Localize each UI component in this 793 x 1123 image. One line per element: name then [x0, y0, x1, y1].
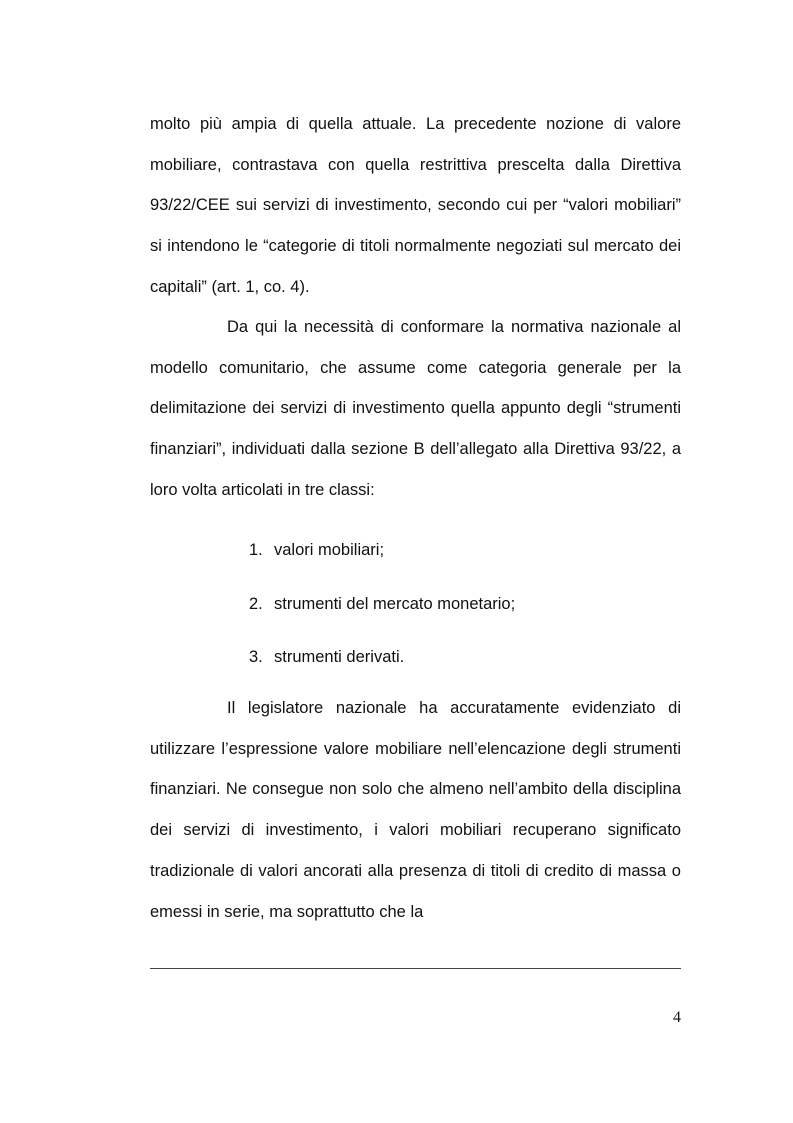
- list-item-text: strumenti derivati.: [274, 648, 405, 666]
- list-item-text: valori mobiliari;: [274, 541, 385, 559]
- list-item-number: 1.: [249, 541, 263, 559]
- paragraph-2: Da qui la necessità di conformare la normativa nazionale al modello comunitario, che assume come categoria generale per la delimitazione dei servizi di investimento quella appunto degli “strumenti finanziari”, individuati dalla sezione B dell’allegato alla Direttiva 93/22, a loro volta articolati in tre classi:: [150, 318, 681, 499]
- list-item-number: 2.: [249, 594, 263, 613]
- financial-instruments-list: [249, 530, 515, 691]
- page-number: 4: [673, 1009, 681, 1026]
- footer-divider: [150, 968, 681, 969]
- paragraph-1: molto più ampia di quella attuale. La precedente nozione di valore mobiliare, contrastava con quella restrittiva prescelta dalla Direttiva 93/22/CEE sui servizi di investimento, secondo cui per “valori mobiliari” si intendono le “categorie di titoli normalmente negoziati sul mercato dei capitali” (art. 1, co. 4).: [150, 115, 681, 296]
- list-item: [249, 637, 515, 691]
- list-item-text: strumenti del mercato monetario;: [274, 594, 516, 613]
- paragraph-3: Il legislatore nazionale ha accuratamente evidenziato di utilizzare l’espressione valore mobiliare nell’elencazione degli strumenti finanziari. Ne consegue non solo che almeno nell’ambito della disciplina dei servizi di investimento, i valori mobiliari recuperano significato tradizionale di valori ancorati alla presenza di titoli di credito di massa o emessi in serie, ma soprattutto che la: [150, 699, 681, 921]
- list-item-number: 3.: [249, 648, 263, 666]
- list-item: [249, 530, 515, 584]
- list-item: [249, 584, 515, 638]
